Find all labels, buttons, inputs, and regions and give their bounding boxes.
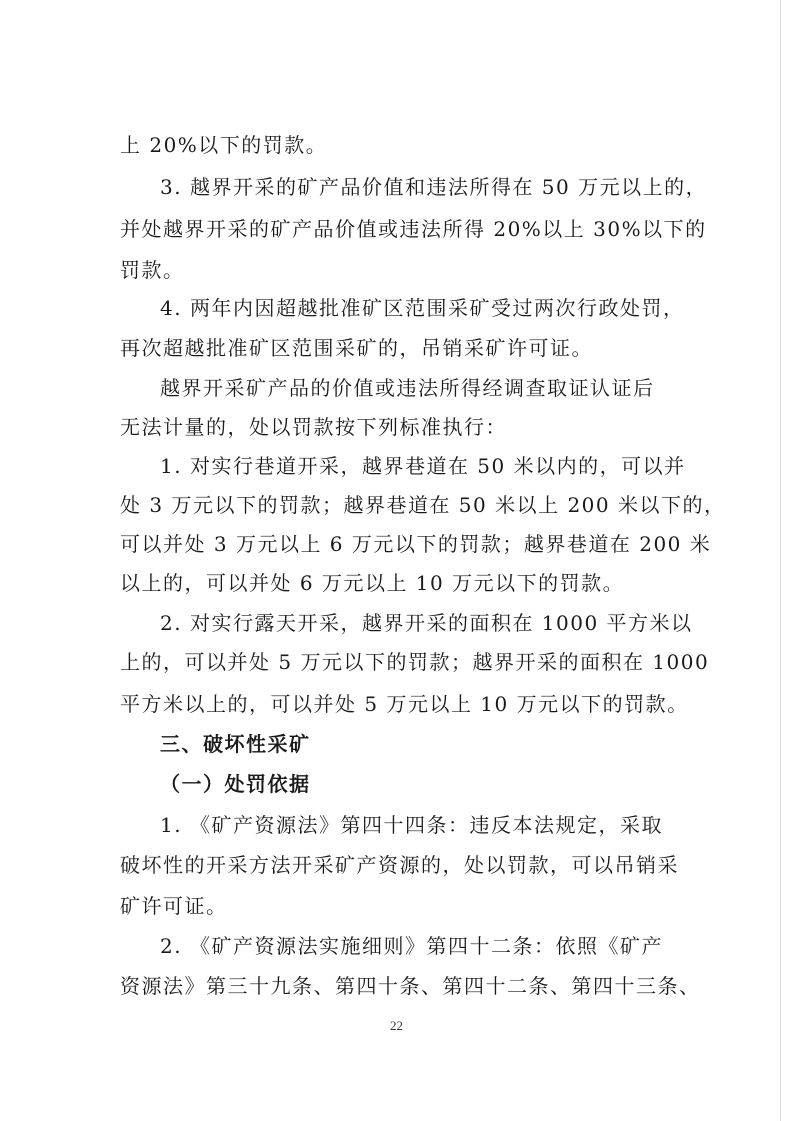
text-line: 1. 《矿产资源法》第四十四条：违反本法规定，采取 (160, 813, 663, 837)
text-line: 越界开采矿产品的价值或违法所得经调查取证认证后 (160, 376, 655, 400)
page-number: 22 (390, 1018, 403, 1033)
text-line: 上 20%以下的罚款。 (120, 133, 328, 157)
text-line: 2. 《矿产资源法实施细则》第四十二条：依照《矿产 (160, 934, 663, 958)
text-line: 并处越界开采的矿产品价值或违法所得 20%以上 30%以下的 (120, 217, 707, 241)
text-line: 3. 越界开采的矿产品价值和违法所得在 50 万元以上的， (160, 175, 708, 199)
text-line: 可以并处 3 万元以上 6 万元以下的罚款；越界巷道在 200 米 (120, 532, 712, 556)
text-line: 矿许可证。 (120, 894, 228, 918)
subsection-heading: （一）处罚依据 (160, 772, 311, 796)
section-heading: 三、破坏性采矿 (160, 732, 311, 756)
text-line: 资源法》第三十九条、第四十条、第四十二条、第四十三条、 (120, 974, 701, 998)
text-line: 4. 两年内因超越批准矿区范围采矿受过两次行政处罚， (160, 296, 685, 320)
text-line: 1. 对实行巷道开采，越界巷道在 50 米以内的，可以并 (160, 454, 686, 478)
text-line: 2. 对实行露天开采，越界开采的面积在 1000 平方米以 (160, 611, 693, 635)
text-line: 以上的，可以并处 6 万元以上 10 万元以下的罚款。 (120, 571, 625, 595)
text-line: 破坏性的开采方法开采矿产资源的，处以罚款，可以吊销采 (120, 853, 679, 877)
text-line: 上的，可以并处 5 万元以下的罚款；越界开采的面积在 1000 (120, 650, 710, 674)
text-line: 平方米以上的，可以并处 5 万元以上 10 万元以下的罚款。 (120, 692, 689, 716)
text-line: 再次超越批准矿区范围采矿的，吊销采矿许可证。 (120, 336, 593, 360)
text-line: 罚款。 (120, 258, 185, 282)
text-line: 处 3 万元以下的罚款；越界巷道在 50 米以上 200 米以下的， (120, 493, 726, 517)
text-line: 无法计量的，处以罚款按下列标准执行： (120, 415, 507, 439)
page-edge-divider (780, 0, 781, 1121)
